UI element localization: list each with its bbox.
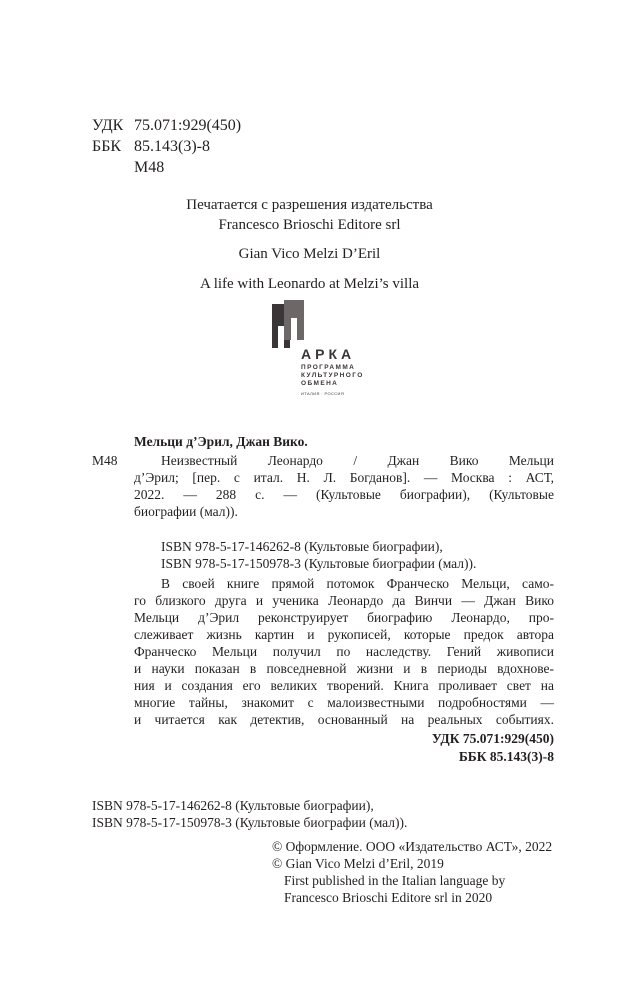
original-title: A life with Leonardo at Melzi’s villa	[199, 276, 420, 292]
copyright-line: © Оформление. ООО «Издательство АСТ», 2022	[272, 839, 553, 854]
permission-line: Печатается с разрешения издательства	[186, 197, 433, 213]
catalog-bbk: ББК 85.143(3)-8	[458, 749, 554, 764]
annotation-line: ния и создания его великих творений. Книга проливает свет на	[134, 678, 554, 693]
annotation-line: и читается как детектив, основанный на реальных событиях.	[134, 712, 554, 727]
description-line: д’Эрил; [пер. с итал. Н. Л. Богданов]. — Москва : АСТ,	[134, 470, 554, 485]
isbn-line: ISBN 978-5-17-150978-3 (Культовые биографии (мал)).	[161, 556, 477, 571]
udk-label: УДК	[92, 117, 124, 134]
arka-countries: ИТАЛИЯ · РОССИЯ	[301, 391, 345, 396]
original-author: Gian Vico Melzi D’Eril	[238, 246, 381, 262]
arka-subtitle-line: КУЛЬТУРНОГО	[301, 372, 364, 379]
annotation-line: го близкого друга и ученика Леонардо да Винчи — Джан Вико	[134, 593, 554, 608]
annotation-line: и науки показан в повседневной жизни и в периоды вдохнове-	[134, 661, 554, 676]
isbn-line: ISBN 978-5-17-146262-8 (Культовые биографии),	[92, 798, 374, 813]
annotation-line: Мельци д’Эрил реконструирует биографию Леонардо, про-	[134, 610, 554, 625]
catalog-udk: УДК 75.071:929(450)	[431, 731, 554, 746]
arka-subtitle	[301, 364, 364, 388]
catalog-author-mark: М48	[92, 453, 118, 468]
isbn-line: ISBN 978-5-17-150978-3 (Культовые биографии (мал)).	[92, 815, 408, 830]
copyright-block	[272, 838, 552, 906]
udk-code: 75.071:929(450)	[134, 117, 242, 134]
arka-wordmark: АРКА	[301, 346, 356, 362]
copyright-line: Francesco Brioschi Editore srl in 2020	[284, 890, 493, 905]
author-mark: М48	[134, 159, 165, 176]
bbk-label: ББК	[92, 138, 122, 155]
publisher-name: Francesco Brioschi Editore srl	[218, 217, 401, 233]
copyright-line: © Gian Vico Melzi d’Eril, 2019	[272, 856, 444, 871]
catalog-annotation	[134, 575, 554, 728]
catalog-isbn	[161, 538, 476, 572]
annotation-line: Франческо Мельци получил по наследству. Гений живописи	[134, 644, 554, 659]
arch-icon	[270, 300, 310, 350]
isbn-block	[92, 797, 407, 831]
description-line: Неизвестный Леонардо / Джан Вико Мельци	[161, 453, 554, 468]
annotation-line: слеживает жизнь картин и рукописей, которые предок автора	[134, 627, 554, 642]
bbk-code: 85.143(3)-8	[134, 138, 210, 155]
copyright-line: First published in the Italian language by	[284, 873, 506, 888]
isbn-line: ISBN 978-5-17-146262-8 (Культовые биографии),	[161, 539, 443, 554]
catalog-heading: Мельци д’Эрил, Джан Вико.	[134, 434, 308, 449]
annotation-line: многие тайны, знакомит с малоизвестными подробностями —	[134, 695, 554, 710]
description-line: 2022. — 288 с. — (Культовые биографии), (Культовые	[134, 487, 554, 502]
annotation-line: В своей книге прямой потомок Франческо Мельци, само-	[161, 576, 554, 591]
catalog-description	[134, 452, 554, 520]
arka-subtitle-line: ОБМЕНА	[301, 380, 339, 387]
arka-subtitle-line: ПРОГРАММА	[301, 364, 356, 371]
description-line: биографии (мал)).	[134, 504, 238, 519]
